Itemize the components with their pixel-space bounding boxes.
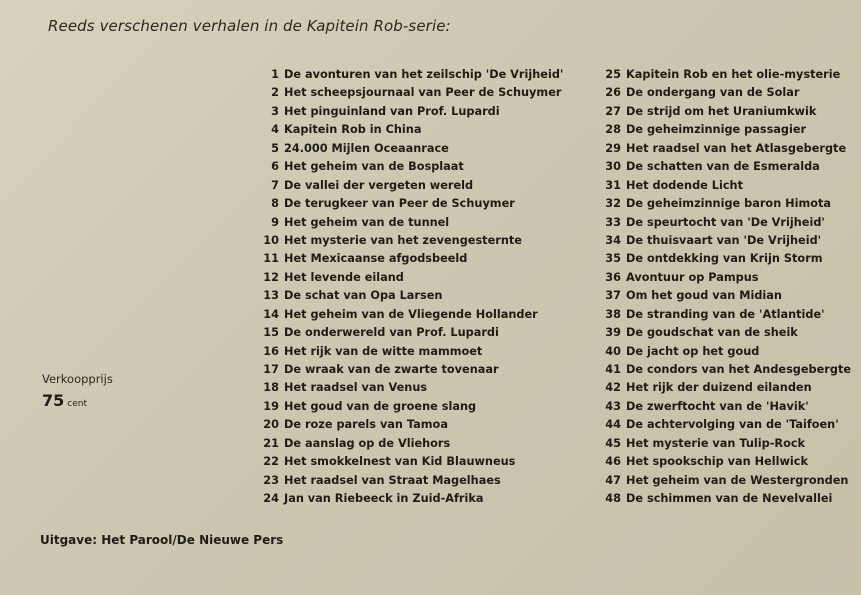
- title-text: De geheimzinnige baron Himota: [626, 197, 832, 211]
- title-number: 31: [605, 178, 621, 192]
- title-list-item: [597, 453, 851, 471]
- title-number: 18: [263, 381, 279, 395]
- title-list-item: [597, 103, 851, 121]
- title-number: 24: [263, 492, 279, 506]
- title-text: Jan van Riebeeck in Zuid-Afrika: [284, 492, 484, 506]
- title-text: Het mysterie van Tulip-Rock: [626, 436, 806, 450]
- title-number: 14: [263, 307, 279, 321]
- title-number: 23: [263, 473, 279, 487]
- title-text: De jacht op het goud: [626, 344, 760, 358]
- title-list-item: [597, 269, 851, 287]
- title-text: Het dodende Licht: [626, 178, 743, 192]
- title-text: Avontuur op Pampus: [626, 270, 759, 284]
- title-text: Het Mexicaanse afgodsbeeld: [284, 252, 468, 266]
- title-list-item: [253, 232, 563, 250]
- title-list-item: [597, 214, 851, 232]
- title-text: Het geheim van de Vliegende Hollander: [284, 307, 538, 321]
- title-list-right: [597, 66, 851, 509]
- title-list-item: [597, 416, 851, 434]
- title-list-item: [597, 324, 851, 342]
- title-text: Het smokkelnest van Kid Blauwneus: [284, 455, 516, 469]
- title-number: 40: [605, 344, 621, 358]
- title-list-item: [253, 250, 563, 268]
- title-text: De zwerftocht van de 'Havik': [626, 399, 809, 413]
- title-text: De thuisvaart van 'De Vrijheid': [626, 233, 822, 247]
- title-text: Het geheim van de Bosplaat: [284, 160, 464, 174]
- title-list-item: [253, 103, 563, 121]
- title-list-item: [597, 343, 851, 361]
- title-number: 44: [605, 418, 621, 432]
- title-text: De onderwereld van Prof. Lupardi: [284, 326, 499, 340]
- title-number: 26: [605, 86, 621, 100]
- title-text: De schimmen van de Nevelvallei: [626, 492, 833, 506]
- title-number: 12: [263, 270, 279, 284]
- price-label: Verkoopprijs: [42, 372, 113, 386]
- title-text: De schatten van de Esmeralda: [626, 160, 820, 174]
- title-list-item: [253, 195, 563, 213]
- title-list-item: [253, 140, 563, 158]
- price-value: 75: [42, 391, 65, 410]
- title-list-item: [253, 121, 563, 139]
- title-text: Kapitein Rob in China: [284, 123, 422, 137]
- title-list-left: [253, 66, 563, 509]
- title-list-item: [597, 232, 851, 250]
- title-number: 10: [263, 233, 279, 247]
- title-number: 37: [605, 289, 621, 303]
- title-number: 46: [605, 455, 621, 469]
- title-list-item: [253, 177, 563, 195]
- title-text: De strijd om het Uraniumkwik: [626, 104, 817, 118]
- title-number: 39: [605, 326, 621, 340]
- title-text: Het spookschip van Hellwick: [626, 455, 808, 469]
- title-text: De stranding van de 'Atlantide': [626, 307, 825, 321]
- title-list-item: [253, 324, 563, 342]
- title-number: 36: [605, 270, 621, 284]
- title-list-item: [597, 379, 851, 397]
- title-list-item: [253, 269, 563, 287]
- title-list-item: [253, 84, 563, 102]
- title-number: 8: [271, 197, 279, 211]
- title-number: 42: [605, 381, 621, 395]
- title-list-item: [253, 490, 563, 508]
- price-unit: cent: [67, 399, 87, 409]
- title-text: De aanslag op de Vliehors: [284, 436, 451, 450]
- title-list-item: [253, 398, 563, 416]
- title-number: 35: [605, 252, 621, 266]
- title-text: De condors van het Andesgebergte: [626, 363, 852, 376]
- title-text: Om het goud van Midian: [626, 289, 782, 303]
- title-number: 11: [263, 252, 279, 266]
- title-list-item: [597, 195, 851, 213]
- title-text: De vallei der vergeten wereld: [284, 178, 474, 192]
- title-number: 7: [271, 178, 279, 192]
- title-number: 3: [271, 104, 279, 118]
- title-number: 4: [271, 123, 279, 137]
- title-number: 38: [605, 307, 621, 321]
- title-text: 24.000 Mijlen Oceaanrace: [284, 141, 449, 155]
- title-text: Het raadsel van Venus: [284, 381, 428, 395]
- title-text: De wraak van de zwarte tovenaar: [284, 363, 499, 376]
- title-text: Het raadsel van het Atlasgebergte: [626, 141, 847, 155]
- title-list-item: [597, 361, 851, 379]
- title-list-item: [253, 306, 563, 324]
- title-number: 9: [271, 215, 279, 229]
- title-text: De roze parels van Tamoa: [284, 418, 448, 432]
- title-text: De ondergang van de Solar: [626, 86, 800, 100]
- title-number: 48: [605, 492, 621, 506]
- title-list-item: [253, 453, 563, 471]
- title-text: De goudschat van de sheik: [626, 326, 798, 340]
- publisher-line: Uitgave: Het Parool/De Nieuwe Pers: [40, 533, 284, 547]
- title-list-item: [597, 177, 851, 195]
- title-list-item: [253, 379, 563, 397]
- title-number: 43: [605, 399, 621, 413]
- title-number: 33: [605, 215, 621, 229]
- title-number: 41: [605, 363, 621, 376]
- title-text: Het rijk van de witte mammoet: [284, 344, 483, 358]
- title-list-item: [597, 66, 851, 84]
- title-list-item: [253, 66, 563, 84]
- title-number: 30: [605, 160, 621, 174]
- title-text: De schat van Opa Larsen: [284, 289, 443, 303]
- price: [42, 391, 87, 410]
- title-number: 6: [271, 160, 279, 174]
- title-text: Het mysterie van het zevengesternte: [284, 233, 522, 247]
- title-text: Het raadsel van Straat Magelhaes: [284, 473, 501, 487]
- title-number: 22: [263, 455, 279, 469]
- title-number: 13: [263, 289, 279, 303]
- title-list-item: [253, 435, 563, 453]
- title-list-item: [253, 416, 563, 434]
- title-list-item: [597, 490, 851, 508]
- title-list-item: [253, 343, 563, 361]
- title-text: Het geheim van de tunnel: [284, 215, 450, 229]
- title-number: 45: [605, 436, 621, 450]
- title-number: 19: [263, 399, 279, 413]
- title-number: 5: [271, 141, 279, 155]
- title-number: 28: [605, 123, 621, 137]
- title-list-item: [253, 472, 563, 490]
- title-list-item: [597, 250, 851, 268]
- title-text: Het goud van de groene slang: [284, 399, 477, 413]
- title-list-item: [597, 435, 851, 453]
- title-list-item: [597, 398, 851, 416]
- title-list-item: [597, 287, 851, 305]
- title-text: De achtervolging van de 'Taifoen': [626, 418, 839, 432]
- title-number: 15: [263, 326, 279, 340]
- title-number: 32: [605, 197, 621, 211]
- series-heading: Reeds verschenen verhalen in de Kapitein Rob-serie:: [48, 17, 451, 35]
- title-number: 1: [271, 68, 279, 81]
- title-number: 21: [263, 436, 279, 450]
- title-number: 34: [605, 233, 621, 247]
- title-number: 2: [271, 86, 279, 100]
- title-text: Het pinguinland van Prof. Lupardi: [284, 104, 500, 118]
- title-list-item: [597, 84, 851, 102]
- title-text: Het levende eiland: [284, 270, 404, 284]
- title-text: De geheimzinnige passagier: [626, 123, 807, 137]
- title-list-item: [597, 472, 851, 490]
- title-text: De speurtocht van 'De Vrijheid': [626, 215, 825, 229]
- title-text: De terugkeer van Peer de Schuymer: [284, 197, 515, 211]
- title-text: Kapitein Rob en het olie-mysterie: [626, 68, 841, 81]
- title-list-item: [253, 158, 563, 176]
- title-list-item: [253, 214, 563, 232]
- title-list-item: [597, 140, 851, 158]
- title-list-item: [253, 361, 563, 379]
- title-number: 27: [605, 104, 621, 118]
- title-number: 16: [263, 344, 279, 358]
- title-number: 47: [605, 473, 621, 487]
- title-number: 20: [263, 418, 279, 432]
- title-list-item: [597, 306, 851, 324]
- title-text: Het scheepsjournaal van Peer de Schuymer: [284, 86, 562, 100]
- title-text: De ontdekking van Krijn Storm: [626, 252, 823, 266]
- title-number: 17: [263, 363, 279, 376]
- title-text: Het geheim van de Westergronden: [626, 473, 849, 487]
- title-text: De avonturen van het zeilschip 'De Vrijheid': [284, 68, 564, 81]
- title-text: Het rijk der duizend eilanden: [626, 381, 812, 395]
- title-list-item: [597, 158, 851, 176]
- title-number: 29: [605, 141, 621, 155]
- title-list-item: [253, 287, 563, 305]
- title-number: 25: [605, 68, 621, 81]
- title-list-item: [597, 121, 851, 139]
